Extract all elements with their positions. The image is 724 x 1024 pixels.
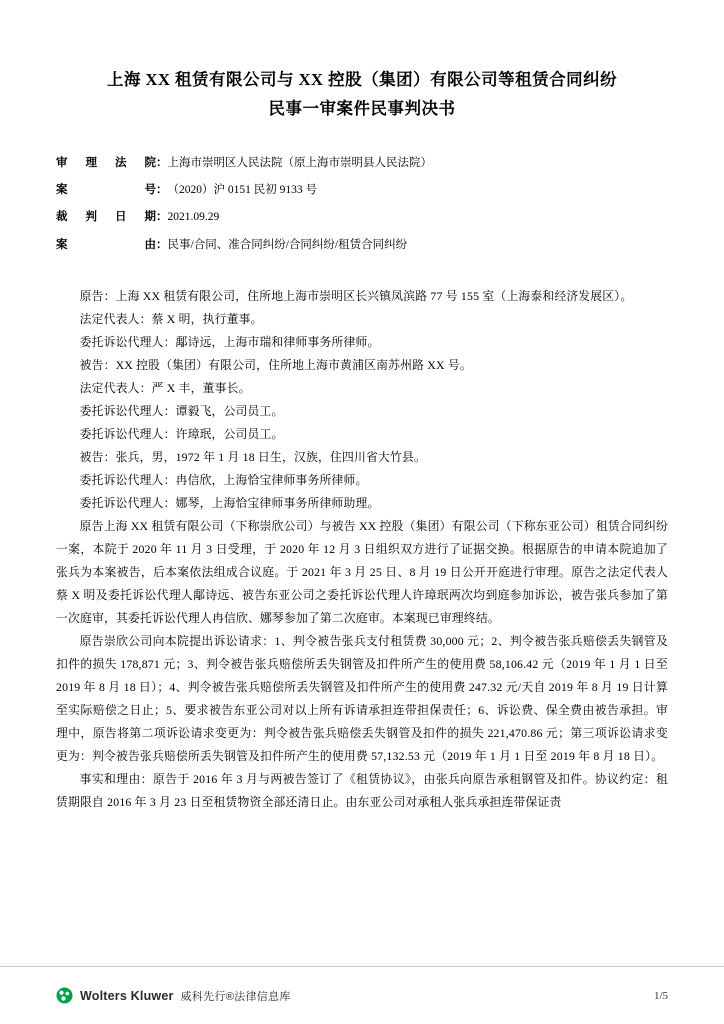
body-paragraph: 原告崇欣公司向本院提出诉讼请求：1、判令被告张兵支付租赁费 30,000 元；2、判令被告张兵赔偿丢失钢管及扣件的损失 178,871 元；3、判令被告张兵赔偿所丢失钢管及扣件所产生的使用费 58,106.42 元（2019 年 1 月 1 日至 2019 年 8 月 18 日）；4、判令被告张兵赔偿所丢失钢管及扣件所产生的使用费 247.32 元/天自 2019 年 8 月 19 日计算至实际赔偿之日止；5、要求被告东亚公司对以上所有诉请承担连带担保责任；6、诉讼费、保全费由被告承担。审理中，原告将第二项诉讼请求变更为：判令被告张兵赔偿丢失钢管及扣件的损失 221,470.86 元；第三项诉讼请求变更为：判令被告张兵赔偿所丢失钢管及扣件所产生的使用费 57,132.53 元（2019 年 1 月 1 日至 2019 年 8 月 18 日）。: [56, 633, 668, 763]
metadata-value-cause: 民事/合同、准合同纠纷/合同纠纷/租赁合同纠纷: [167, 238, 408, 251]
body-paragraph: 被告：XX 控股（集团）有限公司，住所地上海市黄浦区南苏州路 XX 号。: [79, 357, 472, 372]
page-number: 1/5: [653, 989, 668, 1002]
body-paragraph: 法定代表人：蔡 X 明，执行董事。: [79, 311, 263, 326]
metadata-label-cause: 案由：: [56, 238, 168, 251]
metadata-row-case-number: [56, 177, 668, 204]
metadata-value-case-number: （2020）沪 0151 民初 9133 号: [167, 184, 317, 196]
body-paragraph: 原告上海 XX 租赁有限公司（下称崇欣公司）与被告 XX 控股（集团）有限公司（下称东亚公司）租赁合同纠纷一案，本院于 2020 年 11 月 3 日受理，于 2020 年 12 月 3 日组织双方进行了证据交换。根据原告的申请本院追加了张兵为本案被告，后本案依法组成合议庭。于 2021 年 3 月 25 日、8 月 19 日公开开庭进行审理。原告之法定代表人蔡 X 明及委托诉讼代理人鄅诗远、被告东亚公司之委托诉讼代理人许璋珉两次均到庭参加诉讼，被告张兵参加了第一次庭审，其委托诉讼代理人冉信欣、娜琴参加了第二次庭审。本案现已审理终结。: [56, 518, 668, 625]
body-paragraph: 法定代表人：严 X 丰，董事长。: [79, 380, 251, 395]
metadata-value-judgment-date: 2021.09.29: [167, 211, 220, 224]
metadata-value-court: 上海市崇明区人民法院（原上海市崇明县人民法院）: [167, 156, 432, 169]
metadata-row-cause: [56, 232, 668, 259]
body-paragraph: 委托诉讼代理人：冉信欣，上海恰宝律师事务所律师。: [79, 472, 368, 487]
metadata-row-court: [56, 150, 668, 177]
body-paragraph: 事实和理由：原告于 2016 年 3 月与两被告签订了《租赁协议》，由张兵向原告承租钢管及扣件。协议约定：租赁期限自 2016 年 3 月 23 日至租赁物资全部还清日止。由东亚公司对承租人张兵承担连带保证责: [56, 771, 668, 809]
brand-name: Wolters Kluwer: [80, 988, 174, 1003]
body-paragraph: 原告：上海 XX 租赁有限公司，住所地上海市崇明区长兴镇凤滨路 77 号 155 室（上海泰和经济发展区）。: [79, 288, 633, 303]
page-title-line-2: 民事一审案件民事判决书: [268, 98, 456, 118]
case-metadata-table: [56, 150, 668, 259]
document-body: [56, 285, 668, 814]
wolters-kluwer-logo-icon: [56, 987, 73, 1004]
page-title: [64, 66, 660, 124]
metadata-label-court: 审理法院：: [56, 156, 168, 169]
brand-block: [56, 987, 291, 1004]
body-paragraph: 委托诉讼代理人：鄅诗远，上海市瑞和律师事务所律师。: [79, 334, 380, 349]
metadata-label-case-number: 案号：: [56, 184, 168, 196]
body-paragraph: 委托诉讼代理人：娜琴，上海恰宝律师事务所律师助理。: [79, 495, 380, 510]
metadata-row-judgment-date: [56, 204, 668, 231]
body-paragraph: 委托诉讼代理人：谭毅飞，公司员工。: [79, 403, 284, 418]
brand-subtitle: 威科先行®法律信息库: [180, 990, 291, 1003]
body-paragraph: 被告：张兵，男，1972 年 1 月 18 日生，汉族，住四川省大竹县。: [79, 449, 426, 464]
metadata-label-judgment-date: 裁判日期：: [56, 211, 168, 224]
page-title-line-1: 上海 XX 租赁有限公司与 XX 控股（集团）有限公司等租赁合同纠纷: [106, 70, 618, 89]
body-paragraph: 委托诉讼代理人：许璋珉，公司员工。: [79, 426, 284, 441]
page-footer: [0, 966, 724, 1024]
